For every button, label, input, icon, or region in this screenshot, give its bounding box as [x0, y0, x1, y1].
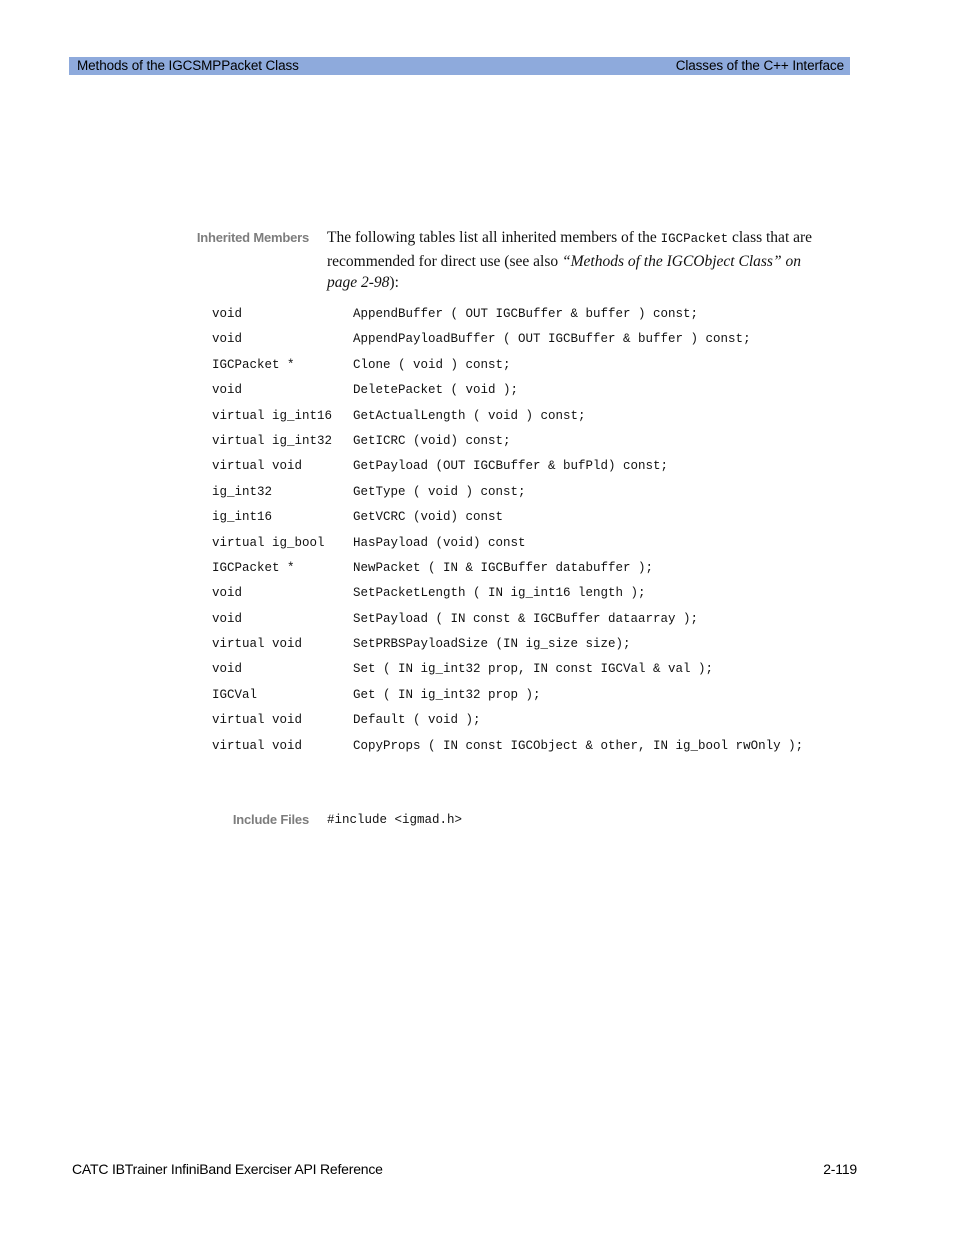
member-return-type: void	[212, 307, 243, 321]
intro-text-3: ):	[389, 274, 399, 291]
member-return-type: void	[212, 332, 243, 347]
member-signature: GetPayload (OUT IGCBuffer & bufPld) const;	[353, 459, 669, 474]
member-signature: DeletePacket ( void );	[353, 383, 519, 398]
inherited-members-table	[212, 303, 832, 760]
include-directive: #include <igmad.h>	[327, 813, 463, 827]
footer-book-title: CATC IBTrainer InfiniBand Exerciser API Reference	[72, 1161, 383, 1177]
inherited-members-intro	[327, 227, 827, 294]
member-signature: CopyProps ( IN const IGCObject & other, IN ig_bool rwOnly );	[353, 738, 804, 753]
member-return-type: virtual void	[212, 459, 303, 474]
member-signature: SetPRBSPayloadSize (IN ig_size size);	[353, 637, 631, 652]
member-return-type: virtual void	[212, 713, 303, 728]
member-row	[212, 608, 832, 633]
member-row	[212, 328, 832, 353]
member-row	[212, 658, 832, 683]
member-signature: AppendPayloadBuffer ( OUT IGCBuffer & buffer ) const;	[353, 332, 751, 347]
member-row	[212, 684, 832, 709]
member-return-type: ig_int32	[212, 484, 273, 499]
intro-cross-reference-link[interactable]: “Methods of the IGCObject Class” on page 2-98	[327, 252, 801, 291]
member-return-type: virtual void	[212, 637, 303, 652]
member-signature: GetActualLength ( void ) const;	[353, 408, 586, 423]
member-row	[212, 582, 832, 607]
member-return-type: ig_int16	[212, 510, 273, 525]
member-return-type: void	[212, 611, 243, 626]
member-row	[212, 709, 832, 734]
member-signature: GetType ( void ) const;	[353, 484, 526, 499]
member-signature: GetVCRC (void) const	[353, 510, 504, 525]
member-return-type: void	[212, 586, 243, 601]
member-signature: Default ( void );	[353, 713, 481, 728]
member-return-type: virtual ig_int16	[212, 408, 333, 423]
member-row	[212, 735, 832, 760]
member-signature: SetPacketLength ( IN ig_int16 length );	[353, 586, 646, 601]
member-return-type: IGCPacket *	[212, 357, 295, 372]
member-row	[212, 379, 832, 404]
member-row	[212, 405, 832, 430]
member-row	[212, 354, 832, 379]
intro-text-2: class that are recommended for direct use (see also	[327, 229, 813, 270]
member-row	[212, 455, 832, 480]
member-row	[212, 481, 832, 506]
member-row	[212, 430, 832, 455]
member-row	[212, 506, 832, 531]
member-return-type: void	[212, 662, 243, 677]
header-chapter-title: Classes of the C++ Interface	[675, 58, 844, 73]
member-return-type: virtual ig_int32	[212, 433, 333, 448]
member-return-type: IGCPacket *	[212, 560, 295, 575]
member-signature: NewPacket ( IN & IGCBuffer databuffer );	[353, 560, 654, 575]
member-return-type: void	[212, 383, 243, 398]
member-row	[212, 633, 832, 658]
member-row	[212, 303, 832, 328]
running-header	[69, 57, 850, 75]
member-signature: Set ( IN ig_int32 prop, IN const IGCVal & val );	[353, 662, 714, 677]
page-number: 2-119	[823, 1161, 857, 1177]
member-return-type: virtual ig_bool	[212, 535, 325, 550]
member-row	[212, 532, 832, 557]
member-signature: HasPayload (void) const	[353, 535, 526, 550]
intro-text-1: The following tables list all inherited members of the	[327, 229, 661, 246]
include-files-label: Include Files	[232, 812, 309, 827]
member-return-type: virtual void	[212, 738, 303, 753]
member-signature: SetPayload ( IN const & IGCBuffer dataarray );	[353, 611, 699, 626]
inherited-members-label: Inherited Members	[196, 230, 309, 245]
intro-class-code: IGCPacket	[660, 232, 729, 246]
member-signature: AppendBuffer ( OUT IGCBuffer & buffer ) const;	[353, 307, 699, 321]
header-section-title: Methods of the IGCSMPPacket Class	[77, 58, 299, 73]
member-signature: Get ( IN ig_int32 prop );	[353, 687, 541, 702]
member-row	[212, 557, 832, 582]
member-return-type: IGCVal	[212, 687, 258, 702]
member-signature: GetICRC (void) const;	[353, 433, 511, 448]
member-signature: Clone ( void ) const;	[353, 357, 511, 372]
